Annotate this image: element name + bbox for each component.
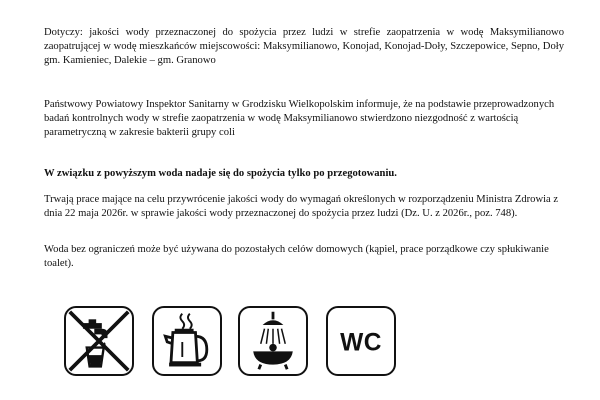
shower-bathing-icon <box>238 306 308 376</box>
other-uses-paragraph: Woda bez ograniczeń może być używana do pozostałych celów domowych (kąpiel, prace porządkowe czy spłukiwanie toalet). <box>44 244 549 269</box>
ongoing-work-paragraph: Trwają prace mające na celu przywrócenie jakości wody do wymagań określonych w rozporządzeniu Ministra Zdrowia z dnia 22 maja 2026r. w sprawie jakości wody przeznaczonej do spożycia przez ludzi (Dz. U. z 2026r., poz. 748). <box>44 194 559 219</box>
wc-toilet-icon <box>326 306 396 376</box>
boiling-kettle-icon <box>152 306 222 376</box>
usage-pictograms <box>60 306 560 384</box>
boil-water-warning: W związku z powyższym woda nadaje się do spożycia tylko po przegotowaniu. <box>44 168 397 179</box>
cropped-header-fragment <box>260 0 380 6</box>
no-drinking-tap-water-icon <box>64 306 134 376</box>
subject-paragraph: Dotyczy: jakości wody przeznaczonej do spożycia przez ludzi w strefie zaopatrzenia w wodę Maksymilianowo zaopatrującej w wodę mieszkańców miejscowości: Maksymilianowo, Konojad, Konojad-Doły, Szczepowice, Sepno, Doły gm. Kamieniec, Dalekie – gm. Granowo <box>44 27 564 66</box>
notice-paragraph: Państwowy Powiatowy Inspektor Sanitarny w Grodzisku Wielkopolskim informuje, że na podstawie przeprowadzonych badań kontrolnych wody w strefie zaopatrzenia w wodę Maksymilianowo stwierdzono niezgodność z wartością parametryczną w zakresie bakterii grupy coli <box>44 99 555 138</box>
wc-label: WC <box>340 329 382 357</box>
